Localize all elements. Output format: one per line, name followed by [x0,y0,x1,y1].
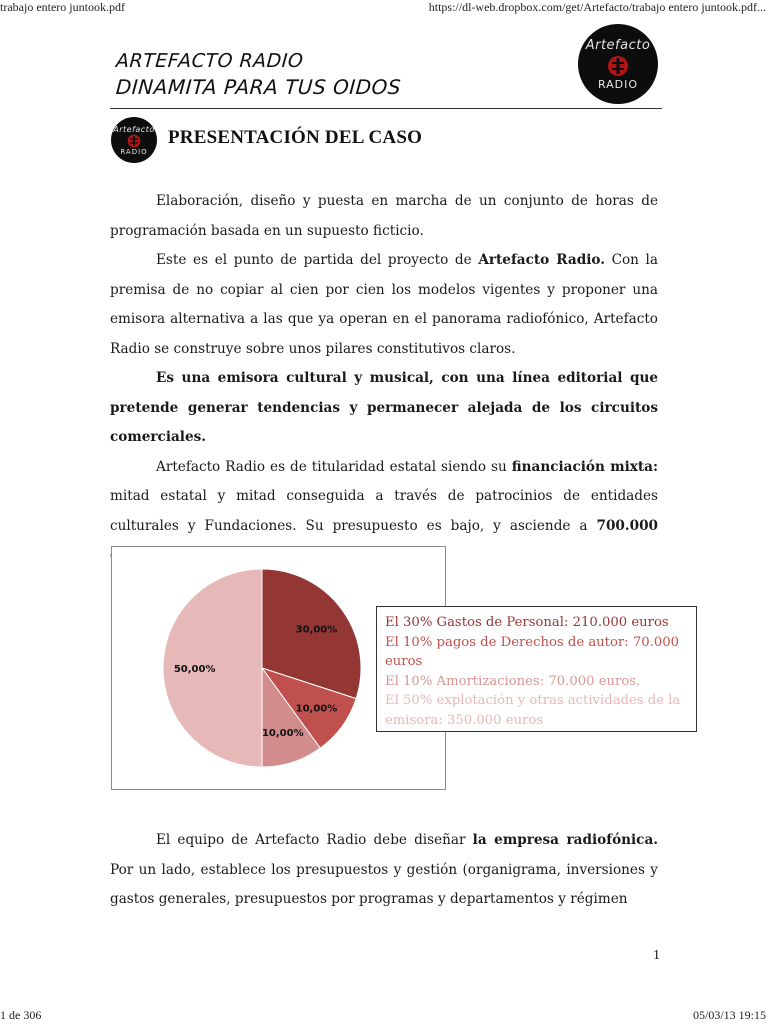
paragraph-3-bold: Es una emisora cultural y musical, con una línea editorial que pretende generar tendencias y permanecer alejada de los circuitos comerciales. [110,370,658,445]
paragraph-4-text: Artefacto Radio es de titularidad estatal siendo su [156,458,512,475]
section-logo-top-word: Artefacto [113,124,155,134]
paragraph-5-text: El equipo de Artefacto Radio debe diseñar [156,832,473,848]
legend-entry: El 10% Amortizaciones: 70.000 euros. [385,673,641,689]
paragraph-5-text-rest: Por un lado, establece los presupuestos y gestión (organigrama, inversiones y gastos generales, presupuestos por programas y departamentos y régimen [110,861,658,907]
paragraph-5 [110,826,658,915]
paragraph-2-text: Este es el punto de partida del proyecto de [156,252,479,268]
legend-entry: El 30% Gastos de Personal: 210.000 euros [385,615,669,630]
legend-entry: El 50% explotación y otras actividades de la emisora: 350.000 euros [385,693,681,728]
legend-entry: El 10% pagos de Derechos de autor: 70.000 euros [385,634,680,669]
budget-legend [376,606,697,732]
print-footer-page-count: 1 de 306 [0,1008,42,1022]
brand-line-2: DINAMITA PARA TUS OIDOS [115,75,402,99]
speaker-mark-icon [607,55,629,77]
section-logo [111,117,157,163]
paragraph-5-bold: la empresa radiofónica. [472,832,658,848]
section-title: PRESENTACIÓN DEL CASO [168,127,423,148]
brand-title [116,48,536,100]
brand-line-1: ARTEFACTO RADIO [115,50,305,72]
paragraph-2-bold: Artefacto Radio. [478,252,605,268]
paragraph-2 [110,246,658,364]
section-logo-bottom-word: RADIO [120,147,148,156]
pie-slice-label: 50,00% [173,664,216,675]
print-footer [0,1008,768,1024]
print-header-url: https://dl-web.dropbox.com/get/Artefacto/trabajo entero juntook.pdf... [428,0,766,14]
paragraph-1 [110,187,658,246]
header-divider [110,108,662,109]
print-header [0,0,768,16]
print-footer-timestamp: 05/03/13 19:15 [692,1008,766,1022]
paragraph-4-text-rest: mitad estatal y mitad conseguida a través de patrocinios de entidades culturales y Fundaciones. Su presupuesto es bajo, y asciende a [110,488,658,534]
paragraph-3 [110,364,658,453]
paragraph-2-text-rest: Con la premisa de no copiar al cien por cien los modelos vigentes y proponer una emisora alternativa a las que ya operan en el panorama radiofónico, Artefacto Radio se construye sobre unos pilares constitutivos claros. [110,252,659,357]
logo-top-word: Artefacto [585,37,651,53]
pie-slice-label: 30,00% [295,624,338,636]
pie-slice-label: 10,00% [261,728,304,740]
paragraph-1-text: Elaboración, diseño y puesta en marcha de un conjunto de horas de programación basada en un supuesto ficticio. [110,193,658,239]
pie-slice-label: 10,00% [295,703,338,715]
paragraph-4-amount: 700.000 [596,517,658,534]
body-text-intro [110,187,658,571]
body-text-continued [110,826,658,915]
speaker-mark-icon [127,134,141,148]
logo-bottom-word: RADIO [597,77,639,91]
page-number: 1 [653,948,660,963]
artefacto-radio-logo [578,24,658,104]
print-header-filename: trabajo entero juntook.pdf [0,0,125,14]
paragraph-4-bold: financiación mixta: [511,458,658,475]
